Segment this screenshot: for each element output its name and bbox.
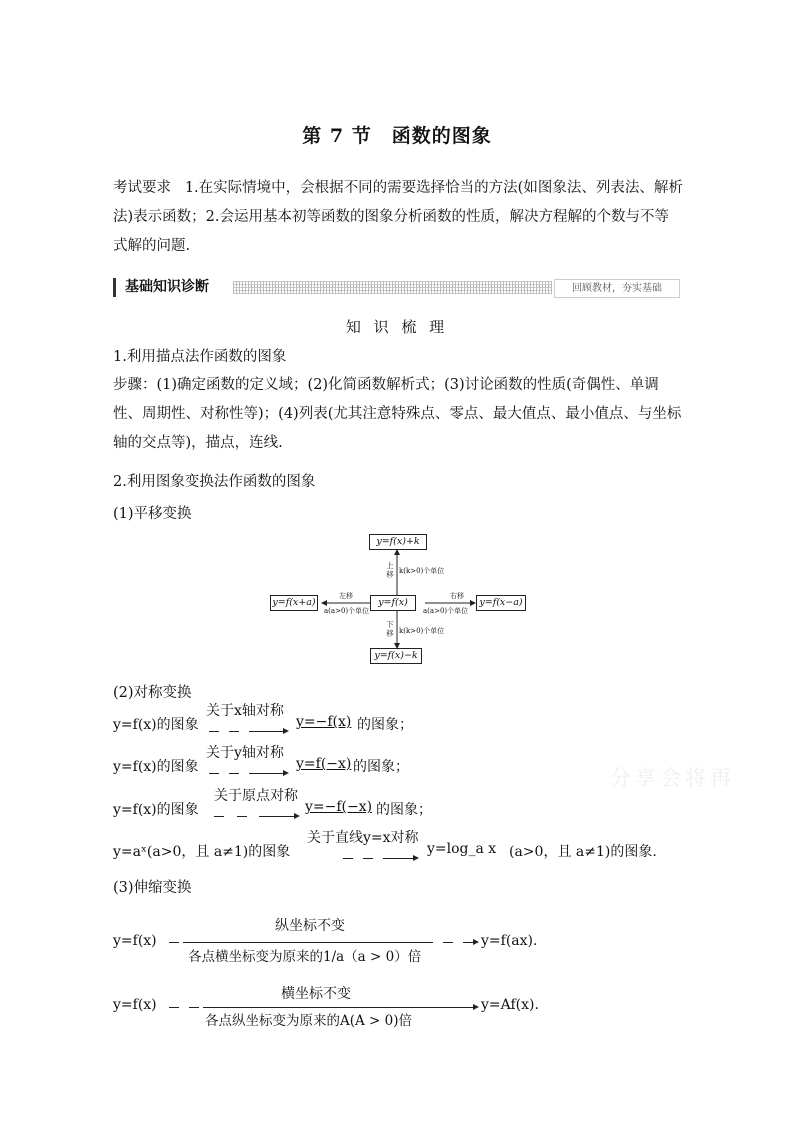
sym-dash <box>229 773 239 774</box>
sym-to: y=−f(x) <box>296 714 352 730</box>
exam-requirements <box>113 174 683 261</box>
banner-pattern <box>233 281 552 294</box>
sym-dash <box>209 731 219 732</box>
sym-arrow <box>383 858 413 859</box>
sym-tail: 的图象； <box>376 802 432 818</box>
item1-heading: 1.利用描点法作函数的图象 <box>113 349 287 365</box>
translation-heading: (1)平移变换 <box>113 506 192 522</box>
scale-dash <box>169 942 179 943</box>
sym-arrow <box>249 731 283 732</box>
sym-tail: (a>0，且 a≠1)的图象. <box>509 844 657 860</box>
sym-from: y=f(x)的图象 <box>113 717 199 733</box>
label-up: 上移 <box>386 561 394 579</box>
symmetry-row-origin <box>113 785 673 825</box>
sym-tail: 的图象； <box>353 759 409 775</box>
label-left: 左移 <box>339 592 353 600</box>
sym-dash <box>363 858 373 859</box>
scale-under: 各点横坐标变为原来的1/a（a > 0）倍 <box>188 949 422 965</box>
arrow-head-icon <box>283 770 289 776</box>
scale-dash <box>463 942 473 943</box>
sym-to: y=−f(−x) <box>305 799 373 815</box>
sym-arrow <box>249 773 283 774</box>
scaling-row-vertical <box>113 983 673 1033</box>
scaling-heading: (3)伸缩变换 <box>113 880 192 896</box>
scale-under: 各点纵坐标变为原来的A(A > 0)倍 <box>205 1013 413 1029</box>
scale-rule <box>203 1007 473 1008</box>
cond-up: k(k>0)个单位 <box>399 567 445 575</box>
sym-over: 关于y轴对称 <box>206 745 284 761</box>
sym-from: y=aˣ(a>0，且 a≠1)的图象 <box>113 844 291 860</box>
sym-over: 关于直线y=x对称 <box>307 830 419 846</box>
scale-to: y=f(ax). <box>481 933 538 949</box>
scale-dash <box>169 1007 179 1008</box>
sym-dash <box>237 816 247 817</box>
scale-rule <box>183 942 433 943</box>
page-title: 第 7 节 函数的图象 <box>302 125 492 147</box>
box-shift-up: y=f(x)+k <box>369 534 427 550</box>
scale-from: y=f(x) <box>113 997 157 1013</box>
symmetry-heading: (2)对称变换 <box>113 685 192 701</box>
sym-dash <box>343 858 353 859</box>
scale-over: 纵坐标不变 <box>275 918 345 934</box>
item2-heading: 2.利用图象变换法作函数的图象 <box>113 474 316 490</box>
arrow-head-icon <box>283 728 289 734</box>
box-center: y=f(x) <box>370 595 416 611</box>
scale-dash <box>189 1007 199 1008</box>
banner-tag: 回顾教材，夯实基础 <box>554 279 680 298</box>
arrow-head-icon <box>473 1004 479 1010</box>
requirements-text: 1.在实际情境中，会根据不同的需要选择恰当的方法(如图象法、列表法、解析法)表示函数；2.会运用基本初等函数的图象分析函数的性质，解决方程解的个数与不等式解的问题. <box>113 180 683 254</box>
sym-arrow <box>259 816 294 817</box>
symmetry-row-y <box>113 742 673 782</box>
sym-from: y=f(x)的图象 <box>113 802 199 818</box>
cond-right: a(a>0)个单位 <box>423 607 469 615</box>
box-shift-down: y=f(x)−k <box>370 648 422 664</box>
sym-to: y=log_a x <box>427 841 497 857</box>
item1-body: 步骤：(1)确定函数的定义域；(2)化简函数解析式；(3)讨论函数的性质(奇偶性、单调性、周期性、对称性等)；(4)列表(尤其注意特殊点、零点、最大值点、最小值点、与坐标轴的交点等)，描点，连线. <box>113 377 682 451</box>
sym-over: 关于x轴对称 <box>206 703 284 719</box>
box-shift-left: y=f(x+a) <box>270 595 318 611</box>
scale-over: 横坐标不变 <box>281 986 351 1002</box>
translation-diagram <box>270 531 526 666</box>
watermark: 分享会将再 <box>610 766 735 790</box>
scale-dash <box>443 942 453 943</box>
sym-dash <box>229 731 239 732</box>
cond-down: k(k>0)个单位 <box>399 627 445 635</box>
scale-from: y=f(x) <box>113 933 157 949</box>
box-shift-right: y=f(x−a) <box>476 595 526 611</box>
arrow-head-icon <box>413 855 419 861</box>
cond-left: a(a>0)个单位 <box>324 607 370 615</box>
scale-to: y=Af(x). <box>481 997 539 1013</box>
arrow-head-icon <box>294 813 300 819</box>
sym-dash <box>209 773 219 774</box>
label-right: 右移 <box>450 592 464 600</box>
section-banner <box>113 278 680 297</box>
label-down: 下移 <box>386 620 394 638</box>
sym-over: 关于原点对称 <box>214 788 298 804</box>
sym-tail: 的图象； <box>357 717 413 733</box>
arrow-head-icon <box>473 939 479 945</box>
sym-from: y=f(x)的图象 <box>113 759 199 775</box>
symmetry-row-x <box>113 700 673 740</box>
requirements-label: 考试要求 <box>113 180 171 196</box>
sym-to: y=f(−x) <box>296 756 352 772</box>
sym-dash <box>214 816 224 817</box>
banner-title: 基础知识诊断 <box>113 278 215 297</box>
section-heading: 知 识 梳 理 <box>345 318 449 336</box>
scaling-row-horizontal <box>113 915 673 975</box>
symmetry-row-line <box>113 827 683 867</box>
